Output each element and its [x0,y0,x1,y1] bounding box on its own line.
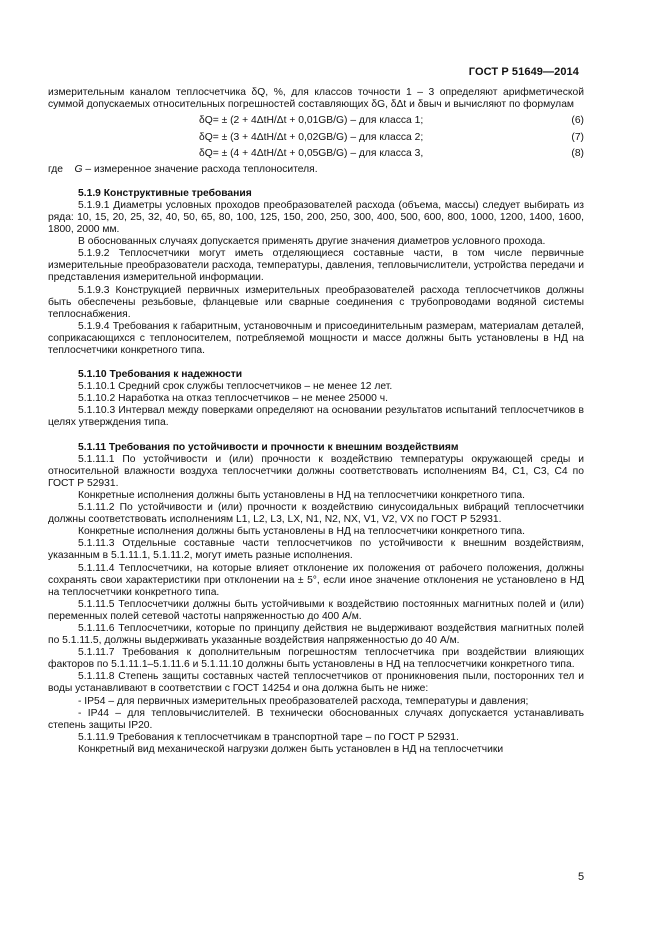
formula-text: δQ= ± (4 + 4ΔtН/Δt + 0,05GВ/G) – для класса 3, [199,148,424,160]
paragraph: Конкретные исполнения должны быть установлены в НД на теплосчетчики конкретного типа. [78,489,526,501]
paragraph: 5.1.9.1 Диаметры условных проходов преобразователей расхода (объема, массы) следует выбирать из ряда: 10, 15, 20, 25, 32, 40, 50, 65, 80, 100, 125, 150, 200, 250, 300, 400, 500, 600, 800, 1000, 1200, 1400, 1600, 1800, 2000 мм. [48,199,584,236]
paragraph: 5.1.10.1 Средний срок службы теплосчетчиков – не менее 12 лет. [78,381,393,393]
paragraph: 5.1.9.4 Требования к габаритным, установочным и присоединительным размерам, материалам деталей, соприкасающихся с теплоносителем, потребляемой мощности и массе должны быть установлены в НД на теплосчетчики конкретного типа. [48,320,584,356]
formula-row [48,130,584,147]
paragraph: 5.1.11.5 Теплосчетчики должны быть устойчивыми к воздействию постоянных магнитных полей и (или) переменных полей сетевой частоты напряженностью до 400 А/м. [48,598,584,622]
paragraph: В обоснованных случаях допускается применять другие значения диаметров условного прохода. [78,236,546,248]
page-content [48,87,584,756]
paragraph: 5.1.11.9 Требования к теплосчетчикам в транспортной таре – по ГОСТ Р 52931. [78,731,459,743]
paragraph: 5.1.11.6 Теплосчетчики, которые по принципу действия не выдерживают воздействия магнитных полей по 5.1.11.5, должны выдерживать указанные воздействия напряженностью до 40 А/м. [48,622,584,647]
document-id-header: ГОСТ Р 51649—2014 [468,66,579,78]
paragraph: 5.1.11.8 Степень защиты составных частей теплосчетчиков от проникновения пыли, посторонних тел и воды устанавливают в соответствии с ГОСТ 14254 и она должна быть не ниже: [48,671,584,695]
paragraph: 5.1.9.2 Теплосчетчики могут иметь отделяющиеся составные части, в том числе первичные измерительные преобразователи расхода, температуры, давления, тепловычислители, устройства передачи и представления измерительной информации. [48,248,584,284]
where-symbol: G [74,163,83,175]
where-prefix: где [48,163,64,175]
formula-row [48,113,584,130]
formula-number: (6) [571,115,584,127]
paragraph: 5.1.11.3 Отдельные составные части теплосчетчиков по устойчивости к внешним воздействиям, указанным в 5.1.11.1, 5.1.11.2, могут иметь разные исполнения. [48,538,584,562]
paragraph: 5.1.11.1 По устойчивости и (или) прочности к воздействию температуры окружающей среды и относительной влажности воздуха теплосчетчики должны соответствовать исполнениям В4, С1, С3, С4 по ГОСТ Р 52931. [48,453,584,489]
paragraph: 5.1.11.2 По устойчивости и (или) прочности к воздействию синусоидальных вибраций теплосчетчики должны соответствовать исполнениям L1, L2, L3, LX, N1, N2, NX, V1, V2, VX по ГОСТ Р 52931. [48,502,584,526]
list-item: - IP54 – для первичных измерительных преобразователей расхода, температуры и давления; [78,695,529,707]
paragraph: 5.1.10.2 Наработка на отказ теплосчетчиков – не менее 25000 ч. [78,393,388,405]
list-item: - IP44 – для тепловычислителей. В технически обоснованных случаях допускается устанавливать степень защиты IP20. [48,707,584,731]
paragraph: 5.1.9.3 Конструкцией первичных измерительных преобразователей расхода теплосчетчиков должны быть обеспечены резьбовые, фланцевые или сварные соединения с трубопроводами водяной системы теплоснабжения. [48,284,584,320]
page-number: 5 [578,871,585,883]
paragraph: 5.1.11.7 Требования к дополнительным погрешностям теплосчетчика при воздействии влияющих факторов по 5.1.11.1–5.1.11.6 и 5.1.11.10 должны быть установлены в НД на теплосчетчики конкретного типа. [48,647,584,671]
formula-number: (8) [571,148,584,160]
intro-paragraph: измерительным каналом теплосчетчика δQ, %, для классов точности 1 – 3 определяют арифметической суммой допускаемых относительных погрешностей составляющих δG, δΔt и δвыч и вычисляют по формулам [48,87,584,111]
section-heading-5-1-9: 5.1.9 Конструктивные требования [78,187,252,199]
paragraph: 5.1.10.3 Интервал между поверками определяют на основании результатов испытаний теплосчетчиков в целях утверждения типа. [48,405,584,429]
section-heading-5-1-10: 5.1.10 Требования к надежности [78,369,243,381]
formula-block [48,113,584,163]
formula-row [48,146,584,163]
paragraph: Конкретные исполнения должны быть установлены в НД на теплосчетчики конкретного типа. [78,526,526,538]
where-clause [48,164,584,176]
formula-text: δQ= ± (2 + 4ΔtН/Δt + 0,01GВ/G) – для класса 1; [199,115,424,127]
where-text: – измеренное значение расхода теплоносителя. [82,163,318,175]
formula-number: (7) [571,131,584,143]
section-heading-5-1-11: 5.1.11 Требования по устойчивости и прочности к внешним воздействиям [78,441,459,453]
paragraph: 5.1.11.4 Теплосчетчики, на которые влияет отклонение их положения от рабочего положения, должны сохранять свои характеристики при отклонении на ± 5°, если иное значение отклонения не установлено в НД на теплосчетчики конкретного типа. [48,562,584,598]
paragraph: Конкретный вид механической нагрузки должен быть установлен в НД на теплосчетчики [78,743,504,755]
formula-text: δQ= ± (3 + 4ΔtН/Δt + 0,02GВ/G) – для класса 2; [199,131,424,143]
